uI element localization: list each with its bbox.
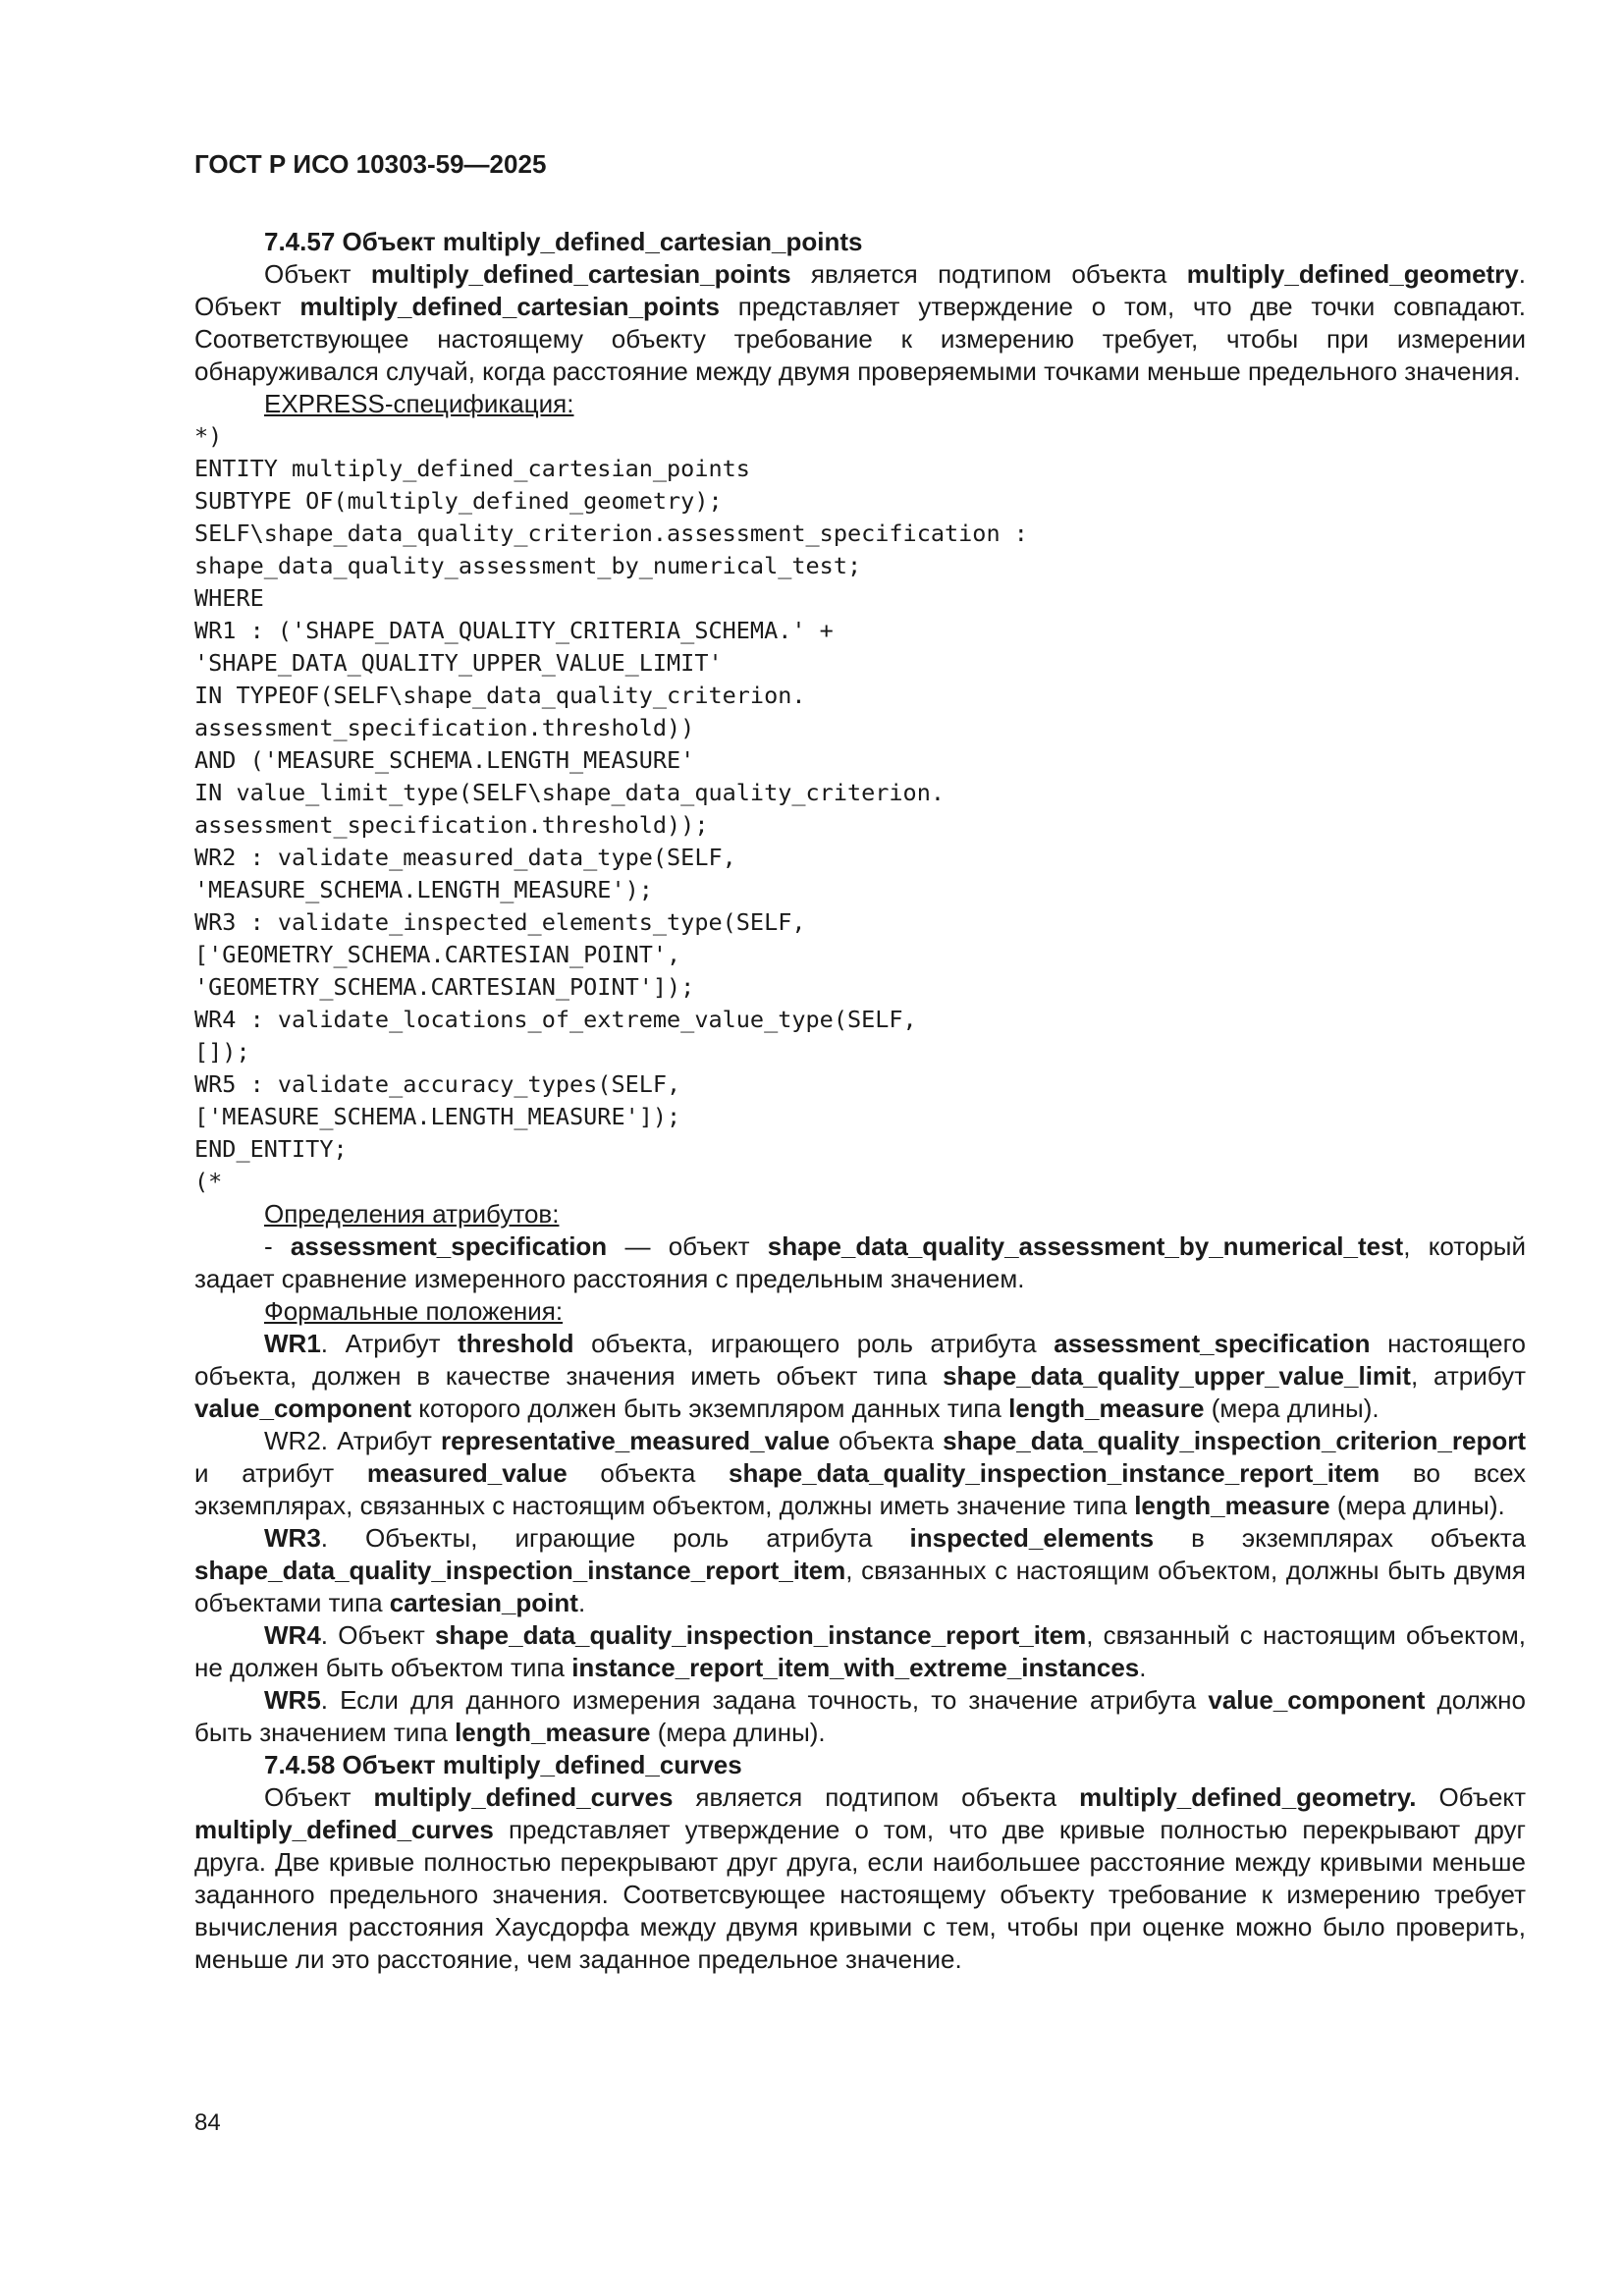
- text-run: WR5: [264, 1685, 321, 1715]
- text-run: assessment_specification: [290, 1231, 608, 1261]
- text-run: представляет утверждение о том, что две кривые полностью перекрывают друг друга. Две кривые полностью перекрывают друг друга, если наибольшее расстояние между кривыми меньше заданного предельного значения. Соответсвующее настоящему объекту требование к измерению требует вычисления расстояния Хаусдорфа между двумя кривыми с тем, чтобы при оценке можно было проверить, меньше ли это расстояние, чем заданное предельное значение.: [194, 1815, 1526, 1974]
- text-run: assessment_specification: [1054, 1329, 1371, 1358]
- text-run: multiply_defined_cartesian_points: [370, 259, 791, 289]
- text-run: представляет утверждение о том, что две точки совпадают. Соответствующее настоящему объекту требование к измерению требует, чтобы при измерении обнаруживался случай, когда расстояние между двумя проверяемыми точками меньше предельного значения.: [194, 292, 1527, 386]
- text-run: .: [1139, 1653, 1147, 1682]
- text-run: instance_report_item_with_extreme_instances: [571, 1653, 1140, 1682]
- paragraph: [194, 258, 1526, 388]
- paragraph: [194, 1781, 1526, 1976]
- text-run: value_component: [194, 1394, 412, 1423]
- text-run: . Если для данного измерения задана точность, то значение атрибута: [320, 1685, 1209, 1715]
- text-run: .: [577, 1588, 586, 1617]
- text-run: Объект: [1416, 1782, 1527, 1812]
- express-code-block: *) ENTITY multiply_defined_cartesian_points SUBTYPE OF(multiply_defined_geometry); SELF\shape_data_quality_criterion.assessment_specification : shape_data_quality_assessment_by_numerical_test; WHERE WR1 : ('SHAPE_DATA_QUALITY_CRITERIA_SCHEMA.' + 'SHAPE_DATA_QUALITY_UPPER_VALUE_LIMIT' IN TYPEOF(SELF\shape_data_quality_criterion. assessment_specification.threshold)) AND ('MEASURE_SCHEMA.LENGTH_MEASURE' IN value_limit_type(SELF\shape_data_quality_criterion. assessment_specification.threshold)); WR2 : validate_measured_data_type(SELF, 'MEASURE_SCHEMA.LENGTH_MEASURE'); WR3 : validate_inspected_elements_type(SELF, ['GEOMETRY_SCHEMA.CARTESIAN_POINT', 'GEOMETRY_SCHEMA.CARTESIAN_POINT']); WR4 : validate_locations_of_extreme_value_type(SELF, []); WR5 : validate_accuracy_types(SELF, ['MEASURE_SCHEMA.LENGTH_MEASURE']); END_ENTITY; (*: [194, 422, 1028, 1195]
- section-heading-7-4-57: 7.4.57 Объект multiply_defined_cartesian_points: [264, 227, 863, 256]
- text-run: . Объект: [194, 259, 1526, 321]
- text-run: . Объекты, играющие роль атрибута: [320, 1523, 910, 1553]
- rule-wr2: [194, 1425, 1526, 1522]
- formal-label: Формальные положения:: [264, 1296, 564, 1326]
- text-run: shape_data_quality_upper_value_limit: [943, 1361, 1411, 1391]
- text-run: multiply_defined_geometry.: [1079, 1782, 1417, 1812]
- text-run: length_measure: [1134, 1491, 1330, 1520]
- text-run: . Объект: [320, 1620, 435, 1650]
- text-run: , связанный с настоящим объектом, не должен быть объектом типа: [194, 1620, 1526, 1682]
- text-run: — объект: [607, 1231, 768, 1261]
- text-run: должно быть значением типа: [194, 1685, 1526, 1747]
- text-run: shape_data_quality_inspection_criterion_report: [943, 1426, 1527, 1455]
- section-heading-7-4-58: 7.4.58 Объект multiply_defined_curves: [264, 1750, 742, 1779]
- text-run: multiply_defined_curves: [373, 1782, 674, 1812]
- text-run: WR3: [264, 1523, 321, 1553]
- rule-wr3: [194, 1522, 1526, 1619]
- document-header: ГОСТ Р ИСО 10303-59—2025: [194, 149, 547, 179]
- text-run: , атрибут: [1410, 1361, 1526, 1391]
- text-run: является подтипом объекта: [790, 259, 1187, 289]
- text-run: объекта: [567, 1458, 730, 1488]
- text-run: объекта: [830, 1426, 944, 1455]
- text-run: и атрибут: [194, 1458, 367, 1488]
- text-run: -: [264, 1231, 291, 1261]
- text-run: которого должен быть экземпляром данных типа: [411, 1394, 1009, 1423]
- text-run: Объект: [264, 1782, 374, 1812]
- text-run: measured_value: [366, 1458, 568, 1488]
- text-run: . Атрибут: [320, 1329, 459, 1358]
- text-run: WR1: [264, 1329, 321, 1358]
- text-run: threshold: [458, 1329, 574, 1358]
- text-run: настоящего объекта, должен в качестве значения иметь объект типа: [194, 1329, 1527, 1391]
- text-run: во всех экземплярах, связанных с настоящим объектом, должны иметь значение типа: [194, 1458, 1527, 1520]
- text-run: Объект: [264, 259, 371, 289]
- text-run: length_measure: [1008, 1394, 1205, 1423]
- text-run: multiply_defined_geometry: [1186, 259, 1519, 289]
- text-run: в экземплярах объекта: [1154, 1523, 1526, 1553]
- attribute-definition: [194, 1230, 1526, 1295]
- text-run: length_measure: [455, 1718, 651, 1747]
- page-content: [194, 226, 1526, 1976]
- text-run: , связанных с настоящим объектом, должны быть двумя объектами типа: [194, 1556, 1526, 1617]
- text-run: multiply_defined_cartesian_points: [299, 292, 721, 321]
- text-run: shape_data_quality_inspection_instance_report_item: [194, 1556, 846, 1585]
- rule-wr5: [194, 1684, 1526, 1749]
- rule-wr4: [194, 1619, 1526, 1684]
- text-run: cartesian_point: [389, 1588, 578, 1617]
- text-run: shape_data_quality_assessment_by_numerical_test: [767, 1231, 1404, 1261]
- text-run: WR4: [264, 1620, 321, 1650]
- rule-wr1: [194, 1328, 1526, 1425]
- text-run: shape_data_quality_inspection_instance_report_item: [729, 1458, 1380, 1488]
- text-run: является подтипом объекта: [673, 1782, 1080, 1812]
- text-run: WR2. Атрибут: [264, 1426, 442, 1455]
- attributes-label: Определения атрибутов:: [264, 1199, 560, 1229]
- text-run: multiply_defined_curves: [194, 1815, 494, 1844]
- text-run: inspected_elements: [909, 1523, 1155, 1553]
- express-label: EXPRESS-спецификация:: [264, 389, 574, 418]
- text-run: representative_measured_value: [441, 1426, 831, 1455]
- text-run: shape_data_quality_inspection_instance_report_item: [434, 1620, 1087, 1650]
- text-run: (мера длины).: [650, 1718, 826, 1747]
- page-number: 84: [194, 2109, 221, 2136]
- text-run: value_component: [1208, 1685, 1426, 1715]
- text-run: , который задает сравнение измеренного расстояния с предельным значением.: [194, 1231, 1526, 1293]
- text-run: (мера длины).: [1329, 1491, 1505, 1520]
- text-run: (мера длины).: [1204, 1394, 1380, 1423]
- text-run: объекта, играющего роль атрибута: [573, 1329, 1055, 1358]
